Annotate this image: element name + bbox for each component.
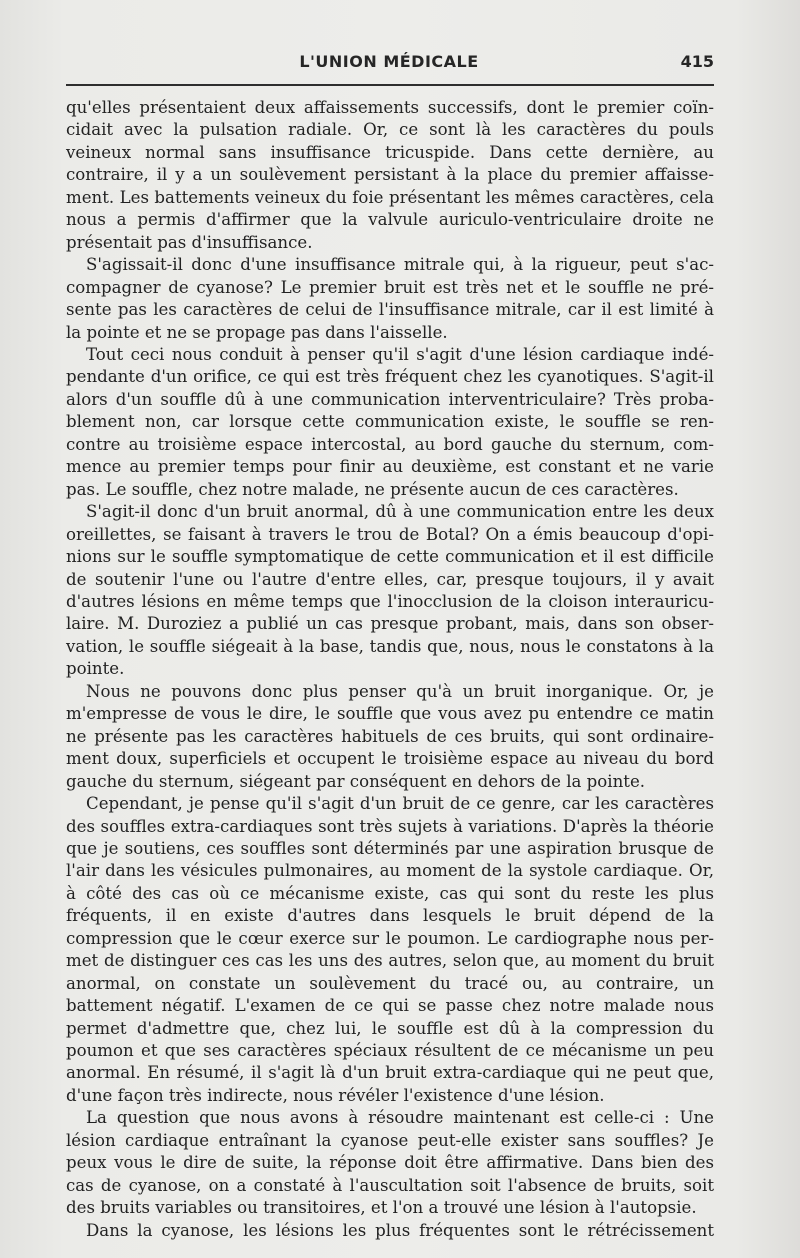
text-line: contraire, il y a un soulèvement persistant à la place du premier affaisse- (66, 165, 714, 185)
text-line: cardiaque. Or, à côté des cas où ce mécanisme existe, cas qui sont du reste (66, 861, 714, 903)
paragraph (66, 97, 714, 254)
text-line: théorie que je soutiens, ces souffles sont déterminés par une aspiration (66, 816, 714, 858)
text-line: vation, le souffle siégeait à la base, tandis que, nous, nous le constatons à la (66, 636, 714, 656)
text-line: brusque de l'air dans les vésicules pulmonaires, au moment de la systole (66, 838, 714, 881)
text-line: La question que nous avons à résoudre maintenant est celle-ci : Une (86, 1108, 714, 1128)
text-line: pendante d'un orifice, ce qui est très fréquent chez les cyanotiques. S'agit-il (66, 367, 714, 387)
text-line: battement négatif. L'examen de ce qui se passe chez notre malade nous (66, 996, 714, 1016)
text-line: nions sur le souffle symptomatique de cette communication et il est difficile (66, 547, 714, 567)
header-rule (66, 84, 714, 86)
text-line: lésion cardiaque entraînant la cyanose peut-elle exister sans souffles? Je (66, 1130, 714, 1150)
text-line: peux vous le dire de suite, la réponse doit être affirmative. Dans bien des (66, 1153, 714, 1173)
text-line: gauche du sternum, siégeant par conséquent en dehors de la pointe. (66, 771, 646, 791)
text-line: de soutenir l'une ou l'autre d'entre elles, car, presque toujours, il y avait (66, 569, 714, 589)
paragraph (66, 344, 714, 501)
text-line: la pointe et ne se propage pas dans l'aisselle. (66, 322, 448, 342)
paragraph (66, 1220, 714, 1242)
text-line: permet d'admettre que, chez lui, le souffle est dû à la compression du (66, 1018, 714, 1038)
text-line: blement non, car lorsque cette communication existe, le souffle se ren- (66, 412, 714, 432)
text-line: laire. M. Duroziez a publié un cas presque probant, mais, dans son obser- (66, 614, 714, 634)
page-number: 415 (680, 52, 714, 71)
text-line: ment. Les battements veineux du foie présentant les mêmes caractères, (66, 187, 675, 207)
text-line: compression que le cœur exerce sur le poumon. Le cardiographe nous per- (66, 928, 714, 948)
running-title: L'UNION MÉDICALE (299, 52, 479, 71)
paragraph (66, 793, 714, 1107)
text-line: oreillettes, se faisant à travers le trou de Botal? On a émis beaucoup d'opi- (66, 524, 714, 544)
text-line: S'agit-il donc d'un bruit anormal, dû à une communication entre les deux (86, 502, 714, 522)
text-line: Nous ne pouvons donc plus penser qu'à un bruit inorganique. Or, je (86, 681, 714, 701)
text-line: des bruits variables ou transitoires, et l'on a trouvé une lésion à l'autopsie. (66, 1198, 697, 1218)
text-line: cas de cyanose, on a constaté à l'auscultation soit l'absence de bruits, soit (66, 1175, 714, 1195)
text-line: les plus fréquents, il en existe d'autres dans lesquels le bruit dépend de la (66, 883, 714, 926)
text-line: d'autres lésions en même temps que l'inocclusion de la cloison interauricu- (66, 591, 714, 611)
text-line: ment doux, superficiels et occupent le troisième espace au niveau du bord (66, 749, 714, 769)
text-line: ne présente pas les caractères habituels de ces bruits, qui sont ordinaire- (66, 726, 714, 746)
page-header (64, 52, 714, 76)
text-line: anormal. En résumé, il s'agit là d'un bruit extra-cardiaque qui ne peut que, (66, 1063, 714, 1083)
text-line: pointe. (66, 659, 125, 679)
text-line: pas. Le souffle, chez notre malade, ne présente aucun de ces caractères. (66, 479, 679, 499)
text-line: Cependant, je pense qu'il s'agit d'un bruit de ce genre, car les caractères (86, 794, 714, 814)
text-line: compagner de cyanose? Le premier bruit est très net et le souffle ne pré- (66, 277, 714, 297)
paragraph (66, 1107, 714, 1219)
text-line: alors d'un souffle dû à une communication interventriculaire? Très proba- (66, 389, 714, 409)
paragraph (66, 254, 714, 344)
text-line: cidait avec la pulsation radiale. Or, ce sont là les caractères du pouls (66, 120, 714, 140)
text-line: ne présentait pas d'insuffisance. (66, 210, 714, 252)
text-line: des souffles extra-cardiaques sont très sujets à variations. D'après la (66, 816, 649, 836)
paragraph (66, 501, 714, 681)
text-line: veineux normal sans insuffisance tricuspide. Dans cette dernière, au (66, 142, 714, 162)
text-line: d'une façon très indirecte, nous révéler l'existence d'une lésion. (66, 1085, 605, 1105)
text-line: poumon et que ses caractères spéciaux résultent de ce mécanisme un peu (66, 1041, 714, 1061)
text-line: S'agissait-il donc d'une insuffisance mitrale qui, à la rigueur, peut s'ac- (86, 255, 714, 275)
text-line: Dans la cyanose, les lésions les plus fréquentes sont le rétrécissement (86, 1220, 714, 1240)
text-line: mence au premier temps pour finir au deuxième, est constant et ne varie (66, 457, 714, 477)
text-line: contre au troisième espace intercostal, au bord gauche du sternum, com- (66, 434, 714, 454)
text-line: Tout ceci nous conduit à penser qu'il s'agit d'une lésion cardiaque indé- (86, 344, 714, 364)
text-line: bruit anormal, on constate un soulèvement du tracé ou, au contraire, un (66, 951, 714, 993)
text-line: cela nous a permis d'affirmer que la valvule auriculo-ventriculaire droite (66, 187, 714, 230)
text-line: sente pas les caractères de celui de l'insuffisance mitrale, car il est limité à (66, 300, 714, 320)
text-line: m'empresse de vous le dire, le souffle que vous avez pu entendre ce matin (66, 704, 714, 724)
paragraph (66, 681, 714, 793)
article-body (66, 97, 714, 1242)
text-line: qu'elles présentaient deux affaissements successifs, dont le premier coïn- (66, 98, 714, 117)
text-line: met de distinguer ces cas les uns des autres, selon que, au moment du (66, 951, 668, 971)
